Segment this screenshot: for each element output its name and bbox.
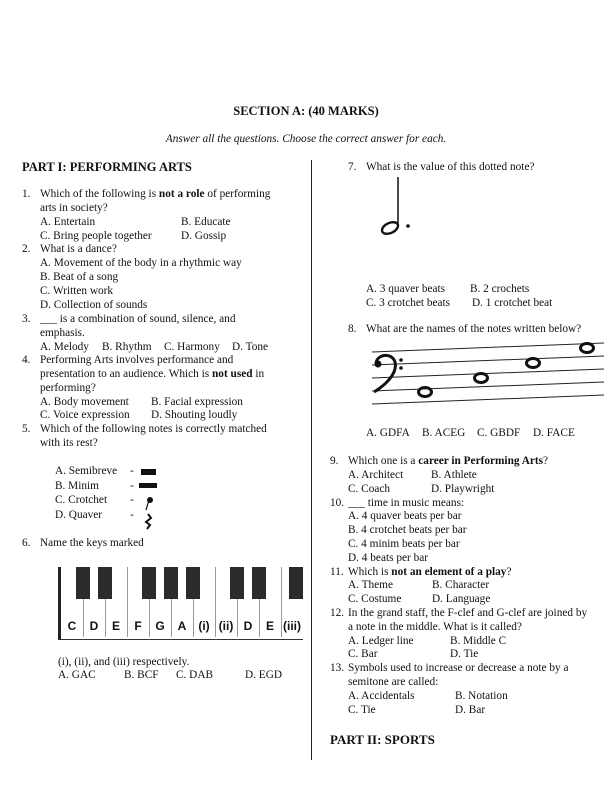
option-a: A. GDFA: [366, 427, 410, 439]
q-number: 12.: [330, 607, 345, 619]
option-b: B. Educate: [181, 216, 231, 228]
q-number: 9.: [330, 455, 339, 467]
q-number: 4.: [22, 354, 31, 366]
q-number: 5.: [22, 423, 31, 435]
option-a: A. Entertain: [40, 216, 96, 228]
key-label: (i): [198, 619, 210, 633]
q-number: 7.: [348, 161, 357, 173]
bass-clef-staff-icon: [370, 340, 606, 410]
q-text: What are the names of the notes written below?: [366, 323, 582, 335]
instructions: Answer all the questions. Choose the correct answer for each.: [165, 133, 447, 145]
semibreve-rest-icon: [141, 469, 156, 475]
dash: -: [130, 480, 134, 492]
option-c: C. DAB: [176, 669, 214, 681]
q-text: Which one is a career in Performing Arts?: [348, 455, 549, 467]
q-number: 10.: [330, 497, 345, 509]
option-d: D. 4 beats per bar: [348, 552, 428, 564]
option-a: A. Melody: [40, 341, 89, 353]
q-text: ___ is a combination of sound, silence, and: [40, 313, 236, 325]
q-text: (i), (ii), and (iii) respectively.: [58, 656, 190, 668]
black-key: [230, 567, 244, 599]
q-number: 13.: [330, 662, 345, 674]
option-a: A. Semibreve: [55, 465, 118, 477]
option-c: C. Harmony: [164, 341, 220, 353]
q-number: 8.: [348, 323, 357, 335]
option-c: C. 4 minim beats per bar: [348, 538, 460, 550]
option-d: D. Gossip: [181, 230, 227, 242]
q-number: 1.: [22, 188, 31, 200]
dotted-minim-note-icon: [376, 175, 416, 237]
key-label: G: [155, 619, 165, 633]
key-label: A: [177, 619, 187, 633]
option-c: C. Written work: [40, 285, 114, 297]
option-c: C. GBDF: [477, 427, 521, 439]
option-a: A. Movement of the body in a rhythmic way: [40, 257, 242, 269]
black-key: [142, 567, 156, 599]
option-b: B. 2 crochets: [470, 283, 530, 295]
option-c: C. Coach: [348, 483, 391, 495]
option-a: A. GAC: [58, 669, 96, 681]
option-c: C. Voice expression: [40, 409, 130, 421]
q-text: semitone are called:: [348, 676, 439, 688]
option-b: B. Notation: [455, 690, 508, 702]
option-d: D. Tie: [450, 648, 479, 660]
q-text: Which of the following is not a role of performing: [40, 188, 271, 200]
key-label: E: [111, 619, 120, 633]
option-d: D. Collection of sounds: [40, 299, 148, 311]
dash: -: [130, 509, 134, 521]
key-label: (ii): [218, 619, 234, 633]
q-text: What is the value of this dotted note?: [366, 161, 535, 173]
key-label: D: [89, 619, 99, 633]
q-number: 2.: [22, 243, 31, 255]
dash: -: [130, 494, 134, 506]
q-number: 6.: [22, 537, 31, 549]
option-b: B. BCF: [124, 669, 159, 681]
minim-rest-icon: [139, 483, 157, 488]
section-title: SECTION A: (40 MARKS): [233, 104, 379, 118]
option-d: D. Bar: [455, 704, 486, 716]
option-a: A. Theme: [348, 579, 393, 591]
option-d: D. Shouting loudly: [151, 409, 238, 421]
option-d: D. Language: [432, 593, 491, 605]
q-text: Which is not an element of a play?: [348, 566, 512, 578]
option-a: A. 3 quaver beats: [366, 283, 446, 295]
option-a: A. Accidentals: [348, 690, 415, 702]
crotchet-rest-icon: [146, 497, 153, 510]
black-key: [252, 567, 266, 599]
option-d: D. 1 crotchet beat: [472, 297, 553, 309]
black-key: [98, 567, 112, 599]
key-label: F: [134, 619, 142, 633]
q-text: a note in the middle. What is it called?: [348, 621, 522, 633]
part2-title: PART II: SPORTS: [330, 732, 435, 747]
option-d: D. Playwright: [431, 483, 495, 495]
q-text: Which of the following notes is correctly matched: [40, 423, 267, 435]
option-b: B. Middle C: [450, 635, 507, 647]
black-key: [164, 567, 178, 599]
black-key: [289, 567, 303, 599]
q-text: performing?: [40, 382, 96, 394]
black-key: [186, 567, 200, 599]
key-label: C: [67, 619, 77, 633]
option-c: C. Crotchet: [55, 494, 108, 506]
key-label: E: [265, 619, 274, 633]
option-c: C. Bring people together: [40, 230, 152, 242]
quaver-rest-icon: [146, 514, 151, 529]
option-a: A. Architect: [348, 469, 404, 481]
key-label: (iii): [283, 619, 301, 633]
q-number: 3.: [22, 313, 31, 325]
option-d: D. Quaver: [55, 509, 103, 521]
option-b: B. Athlete: [431, 469, 477, 481]
q-text: Name the keys marked: [40, 537, 144, 549]
dash: -: [130, 465, 134, 477]
black-key: [76, 567, 90, 599]
piano-keyboard-diagram: [58, 567, 303, 640]
q-text: presentation to an audience. Which is not used in: [40, 368, 265, 380]
q-text: In the grand staff, the F-clef and G-clef are joined by: [348, 607, 588, 619]
option-d: D. EGD: [245, 669, 283, 681]
option-d: D. Tone: [232, 341, 269, 353]
option-b: B. Beat of a song: [40, 271, 119, 283]
option-c: C. 3 crotchet beats: [366, 297, 451, 309]
q-text: arts in society?: [40, 202, 108, 214]
option-d: D. FACE: [533, 427, 575, 439]
key-label: D: [243, 619, 253, 633]
rest-symbols-icon: [138, 466, 162, 532]
q-text: with its rest?: [40, 437, 98, 449]
option-b: B. ACEG: [422, 427, 466, 439]
q-text: emphasis.: [40, 327, 85, 339]
part1-title: PART I: PERFORMING ARTS: [22, 160, 192, 174]
q-number: 11.: [330, 566, 344, 578]
q-text: What is a dance?: [40, 243, 117, 255]
option-c: C. Costume: [348, 593, 402, 605]
option-b: B. Rhythm: [102, 341, 152, 353]
option-a: A. 4 quaver beats per bar: [348, 510, 462, 522]
option-b: B. Character: [432, 579, 490, 591]
q-text: Symbols used to increase or decrease a note by a: [348, 662, 569, 674]
q-text: Performing Arts involves performance and: [40, 354, 234, 366]
option-c: C. Tie: [348, 704, 376, 716]
option-c: C. Bar: [348, 648, 378, 660]
option-a: A. Body movement: [40, 396, 129, 408]
option-a: A. Ledger line: [348, 635, 414, 647]
q-text: ___ time in music means:: [348, 497, 465, 509]
column-divider: [311, 160, 312, 760]
option-b: B. 4 crotchet beats per bar: [348, 524, 467, 536]
option-b: B. Minim: [55, 480, 99, 492]
option-b: B. Facial expression: [151, 396, 243, 408]
